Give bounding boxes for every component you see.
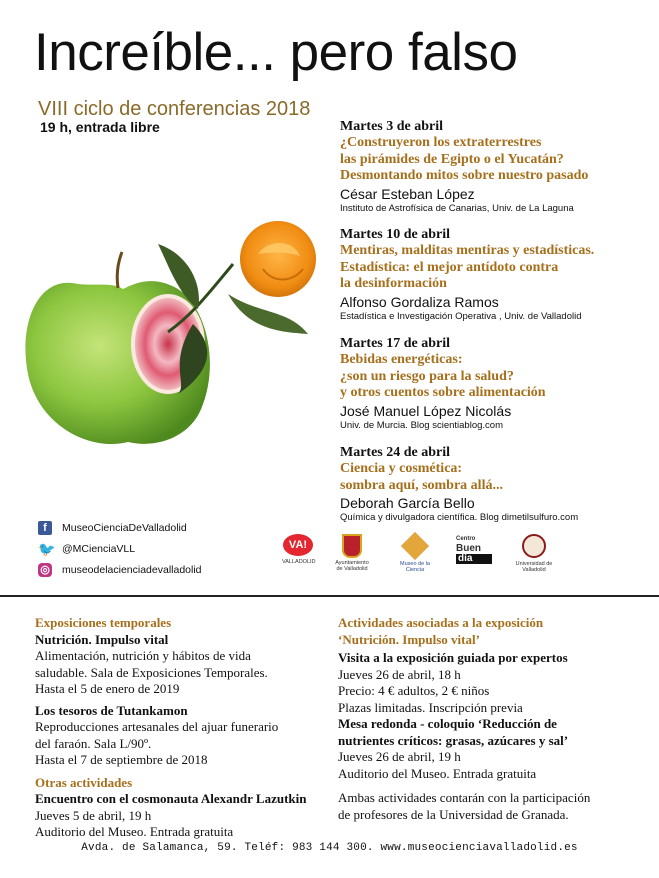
expo1-line: saludable. Sala de Exposiciones Temporales. [35,664,268,680]
expo2-line: del faraón. Sala L/90º. [35,735,152,751]
other-line: Auditorio del Museo. Entrada gratuita [35,824,234,839]
talk-1 [340,118,652,215]
talk-speaker: José Manuel López Nicolás [340,402,512,419]
schedule-note: 19 h, entrada libre [40,119,160,135]
talk-3 [340,335,652,432]
talk-title-line: Estadística: el mejor antídoto contra [340,259,559,275]
cbd-line3: día [456,554,492,564]
left-column [35,615,335,841]
activities-heading-line: ‘Nutrición. Impulso vital’ [338,631,480,647]
social-twitter[interactable] [38,542,135,556]
poster-title: Increíble... pero falso [34,23,518,82]
talk-2 [340,226,652,323]
other-line: Jueves 5 de abril, 19 h [35,807,152,823]
activities-heading-line: Actividades asociadas a la exposición [338,615,544,630]
talk-date: Martes 10 de abril [340,227,451,242]
rose-flower [240,221,316,297]
talk-title-line: las pirámides de Egipto o el Yucatán? [340,151,564,167]
act1-line: Precio: 4 € adultos, 2 € niños [338,683,490,698]
uva-seal-icon [522,534,546,558]
facebook-icon: f [38,521,52,535]
coat-of-arms-icon [342,534,362,558]
talk-date: Martes 24 de abril [340,445,451,460]
talk-speaker: Alfonso Gordaliza Ramos [340,293,499,310]
talk-affiliation: Estadística e Investigación Operativa , Univ. de Valladolid [340,310,582,322]
logo-universidad-valladolid [510,534,558,573]
act1-line: Jueves 26 de abril, 18 h [338,666,461,682]
apple-rose-illustration [18,214,338,454]
expo1-line: Hasta el 5 de enero de 2019 [35,681,180,696]
talk-title-line: Mentiras, malditas mentiras y estadísticas. [340,243,595,258]
logo-vai-valladolid [282,534,314,565]
logo-museo-ciencia [392,534,438,573]
note-line: Ambas actividades contarán con la participación [338,790,591,805]
talk-title-line: ¿Construyeron los extraterrestres [340,135,542,150]
footer-contact: Avda. de Salamanca, 59. Teléf: 983 144 300. www.museocienciavalladolid.es [81,842,578,854]
cbd-line1: Centro [456,536,476,542]
talk-title-line: Bebidas energéticas: [340,352,463,367]
act2-title-line: Mesa redonda - coloquio ‘Reducción de [338,716,557,731]
twitter-handle: @MCienciaVLL [62,543,136,555]
vai-mark: VA! [283,534,313,556]
museo-text: Museo de la Ciencia [400,561,430,573]
talk-speaker: Deborah García Bello [340,495,475,511]
other-title: Encuentro con el cosmonauta Alexandr Lazutkin [35,791,307,806]
talk-affiliation: Química y divulgadora científica. Blog dimetilsulfuro.com [340,512,579,523]
social-facebook[interactable] [38,521,187,535]
talk-title-line: sombra aquí, sombra allá... [340,477,503,493]
talk-title-line: y otros cuentos sobre alimentación [340,385,546,400]
act2-line: Auditorio del Museo. Entrada gratuita [338,765,537,781]
talk-affiliation: Univ. de Murcia. Blog scientiablog.com [340,419,503,431]
expo1-title: Nutrición. Impulso vital [35,631,169,647]
uva-text: Universidad de Valladolid [515,561,553,573]
act1-title: Visita a la exposición guiada por expertos [338,650,568,665]
cbd-line2: Buen [456,543,481,554]
ayto-text: Ayuntamiento de Valladolid [335,560,369,572]
expo1-line: Alimentación, nutrición y hábitos de vida [35,648,251,663]
act1-line: Plazas limitadas. Inscripción previa [338,699,523,715]
talk-affiliation: Instituto de Astrofísica de Canarias, Univ. de La Laguna [340,202,574,214]
expo2-title: Los tesoros de Tutankamon [35,702,188,718]
talk-title-line: Desmontando mitos sobre nuestro pasado [340,168,589,183]
talk-title-line: Ciencia y cosmética: [340,461,463,476]
twitter-icon: 🐦 [38,541,56,557]
talk-title-line: la desinformación [340,276,447,291]
act2-title-line: nutrientes críticos: grasas, azúcares y sal’ [338,732,569,748]
talk-title-line: ¿son un riesgo para la salud? [340,368,514,384]
logo-centro-buen-dia [456,534,492,564]
poster-subtitle: VIII ciclo de conferencias 2018 [38,98,311,120]
talk-speaker: César Esteban López [340,185,475,202]
talk-date: Martes 17 de abril [340,336,451,351]
expo-heading: Exposiciones temporales [35,615,172,630]
note-line: de profesores de la Universidad de Granada. [338,806,569,822]
facebook-handle: MuseoCienciaDeValladolid [62,522,187,534]
talk-date: Martes 3 de abril [340,119,444,134]
other-heading: Otras actividades [35,774,133,790]
right-column [338,615,648,823]
museo-icon [401,532,429,560]
social-instagram[interactable] [38,563,202,577]
logo-ayuntamiento [333,534,371,572]
vai-text: VALLADOLID [282,559,316,565]
expo2-line: Reproducciones artesanales del ajuar funerario [35,719,279,734]
instagram-icon: ◎ [38,563,52,577]
section-divider [0,595,659,597]
instagram-handle: museodelacienciadevalladolid [62,564,202,576]
talk-4 [340,444,652,524]
expo2-line: Hasta el 7 de septiembre de 2018 [35,752,208,767]
act2-line: Jueves 26 de abril, 19 h [338,749,461,764]
